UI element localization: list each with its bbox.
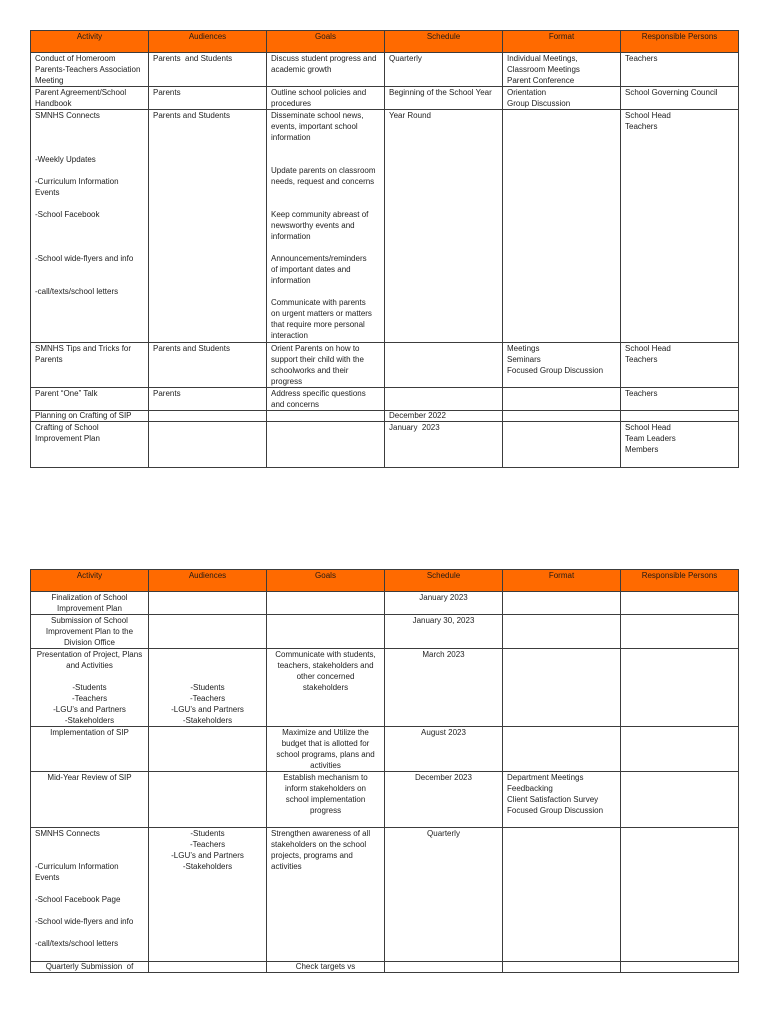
cell-schedule xyxy=(385,962,503,973)
table-row xyxy=(31,828,739,962)
cell-responsible-persons xyxy=(621,649,739,727)
cell-activity: SMNHS Connects -Curriculum Information Events -School Facebook Page -School wide-flyers and info -call/texts/school letters xyxy=(31,828,149,962)
cell-format xyxy=(503,962,621,973)
cell-audiences: Parents and Students xyxy=(149,53,267,87)
cell-responsible-persons: School Head Teachers xyxy=(621,343,739,388)
header-row xyxy=(31,31,739,53)
cell-goals xyxy=(267,422,385,468)
table-row xyxy=(31,53,739,87)
header-activity: Activity xyxy=(31,31,149,53)
cell-responsible-persons: Teachers xyxy=(621,53,739,87)
cell-responsible-persons xyxy=(621,772,739,828)
communication-plan-table-1 xyxy=(30,30,739,468)
header-row xyxy=(31,570,739,592)
cell-activity: Crafting of School Improvement Plan xyxy=(31,422,149,468)
cell-format xyxy=(503,649,621,727)
cell-responsible-persons xyxy=(621,727,739,772)
cell-format: Department Meetings Feedbacking Client Satisfaction Survey Focused Group Discussion xyxy=(503,772,621,828)
cell-format xyxy=(503,422,621,468)
table-row xyxy=(31,615,739,649)
table-row xyxy=(31,87,739,110)
header-responsible-persons: Responsible Persons xyxy=(621,570,739,592)
cell-goals: Communicate with students, teachers, stakeholders and other concerned stakeholders xyxy=(267,649,385,727)
cell-activity: Submission of School Improvement Plan to the Division Office xyxy=(31,615,149,649)
cell-format xyxy=(503,615,621,649)
cell-schedule: Quarterly xyxy=(385,828,503,962)
header-goals: Goals xyxy=(267,570,385,592)
table-row xyxy=(31,772,739,828)
cell-goals: Disseminate school news, events, important school information Update parents on classroom needs, request and concerns Keep community abreast of newsworthy events and information Announcements/reminders of important dates and information Communicate with parents on urgent matters or matters that require more personal interaction xyxy=(267,110,385,343)
cell-responsible-persons: School Head Team Leaders Members xyxy=(621,422,739,468)
cell-schedule: Year Round xyxy=(385,110,503,343)
cell-audiences xyxy=(149,772,267,828)
table-row xyxy=(31,110,739,343)
cell-activity: SMNHS Connects -Weekly Updates -Curriculum Information Events -School Facebook -School wide-flyers and info -call/texts/school letters xyxy=(31,110,149,343)
cell-goals xyxy=(267,615,385,649)
cell-format: Orientation Group Discussion xyxy=(503,87,621,110)
cell-audiences: Parents and Students xyxy=(149,110,267,343)
cell-audiences: -Students -Teachers -LGU’s and Partners -Stakeholders xyxy=(149,828,267,962)
cell-audiences: Parents xyxy=(149,388,267,411)
cell-audiences xyxy=(149,962,267,973)
cell-audiences: -Students -Teachers -LGU’s and Partners -Stakeholders xyxy=(149,649,267,727)
table-row xyxy=(31,388,739,411)
communication-plan-table-2 xyxy=(30,569,739,973)
cell-format xyxy=(503,110,621,343)
cell-responsible-persons: Teachers xyxy=(621,388,739,411)
header-format: Format xyxy=(503,570,621,592)
cell-audiences xyxy=(149,727,267,772)
cell-goals xyxy=(267,411,385,422)
header-audiences: Audiences xyxy=(149,570,267,592)
cell-responsible-persons: School Head Teachers xyxy=(621,110,739,343)
header-schedule: Schedule xyxy=(385,31,503,53)
cell-audiences xyxy=(149,615,267,649)
cell-goals: Strengthen awareness of all stakeholders on the school projects, programs and activities xyxy=(267,828,385,962)
cell-schedule xyxy=(385,343,503,388)
cell-activity: Finalization of School Improvement Plan xyxy=(31,592,149,615)
header-format: Format xyxy=(503,31,621,53)
cell-schedule: December 2023 xyxy=(385,772,503,828)
cell-responsible-persons: School Governing Council xyxy=(621,87,739,110)
header-activity: Activity xyxy=(31,570,149,592)
header-audiences: Audiences xyxy=(149,31,267,53)
table-row xyxy=(31,411,739,422)
cell-goals xyxy=(267,592,385,615)
cell-format xyxy=(503,388,621,411)
cell-activity: Mid-Year Review of SIP xyxy=(31,772,149,828)
cell-goals: Outline school policies and procedures xyxy=(267,87,385,110)
cell-schedule: Beginning of the School Year xyxy=(385,87,503,110)
cell-schedule: January 30, 2023 xyxy=(385,615,503,649)
cell-audiences xyxy=(149,411,267,422)
cell-schedule xyxy=(385,388,503,411)
cell-activity: Parent “One” Talk xyxy=(31,388,149,411)
cell-audiences: Parents and Students xyxy=(149,343,267,388)
cell-responsible-persons xyxy=(621,592,739,615)
cell-schedule: December 2022 xyxy=(385,411,503,422)
cell-audiences xyxy=(149,422,267,468)
cell-schedule: January 2023 xyxy=(385,592,503,615)
cell-activity: SMNHS Tips and Tricks for Parents xyxy=(31,343,149,388)
cell-responsible-persons xyxy=(621,615,739,649)
table-row xyxy=(31,649,739,727)
cell-format xyxy=(503,828,621,962)
cell-activity: Presentation of Project, Plans and Activities -Students -Teachers -LGU’s and Partners -Stakeholders xyxy=(31,649,149,727)
header-responsible-persons: Responsible Persons xyxy=(621,31,739,53)
cell-goals: Address specific questions and concerns xyxy=(267,388,385,411)
cell-format: Individual Meetings, Classroom Meetings Parent Conference xyxy=(503,53,621,87)
cell-schedule: January 2023 xyxy=(385,422,503,468)
cell-activity: Parent Agreement/School Handbook xyxy=(31,87,149,110)
cell-format xyxy=(503,727,621,772)
cell-audiences: Parents xyxy=(149,87,267,110)
table-row xyxy=(31,422,739,468)
cell-schedule: Quarterly xyxy=(385,53,503,87)
cell-goals: Maximize and Utilize the budget that is allotted for school programs, plans and activities xyxy=(267,727,385,772)
cell-responsible-persons xyxy=(621,962,739,973)
cell-goals: Establish mechanism to inform stakeholders on school implementation progress xyxy=(267,772,385,828)
table-row xyxy=(31,962,739,973)
cell-goals: Check targets vs xyxy=(267,962,385,973)
table-row xyxy=(31,592,739,615)
cell-format xyxy=(503,592,621,615)
cell-activity: Planning on Crafting of SIP xyxy=(31,411,149,422)
table-row xyxy=(31,343,739,388)
cell-activity: Quarterly Submission of xyxy=(31,962,149,973)
cell-format xyxy=(503,411,621,422)
table-row xyxy=(31,727,739,772)
cell-responsible-persons xyxy=(621,828,739,962)
header-goals: Goals xyxy=(267,31,385,53)
cell-schedule: March 2023 xyxy=(385,649,503,727)
cell-schedule: August 2023 xyxy=(385,727,503,772)
cell-audiences xyxy=(149,592,267,615)
cell-goals: Orient Parents on how to support their child with the schoolworks and their progress xyxy=(267,343,385,388)
cell-activity: Conduct of Homeroom Parents-Teachers Association Meeting xyxy=(31,53,149,87)
cell-activity: Implementation of SIP xyxy=(31,727,149,772)
cell-format: Meetings Seminars Focused Group Discussion xyxy=(503,343,621,388)
cell-responsible-persons xyxy=(621,411,739,422)
cell-goals: Discuss student progress and academic growth xyxy=(267,53,385,87)
header-schedule: Schedule xyxy=(385,570,503,592)
